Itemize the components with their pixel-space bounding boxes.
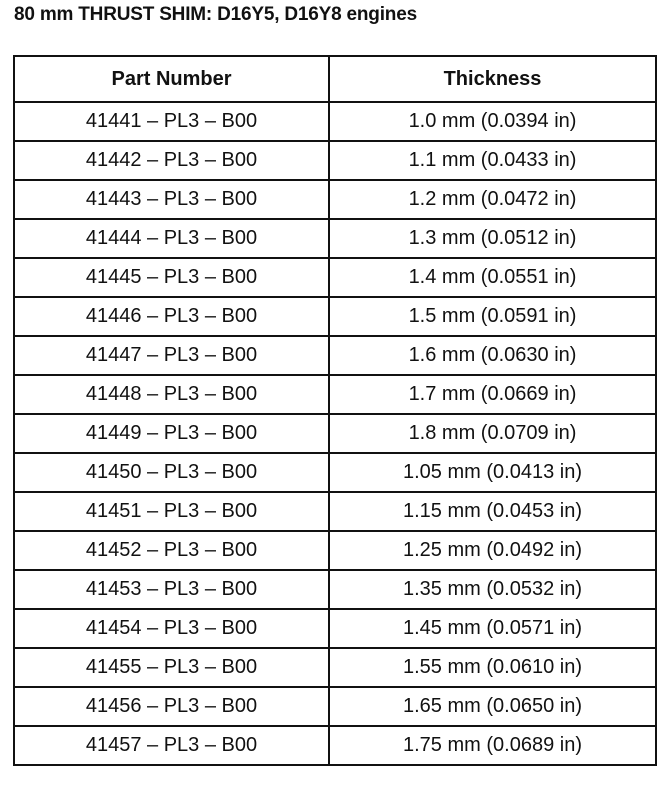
table-row [14, 492, 656, 531]
part-number-cell: 41448 – PL3 – B00 [14, 375, 329, 414]
thickness-cell: 1.1 mm (0.0433 in) [329, 141, 656, 180]
thickness-cell: 1.8 mm (0.0709 in) [329, 414, 656, 453]
table-row [14, 297, 656, 336]
thickness-cell: 1.3 mm (0.0512 in) [329, 219, 656, 258]
part-number-cell: 41444 – PL3 – B00 [14, 219, 329, 258]
table-row [14, 141, 656, 180]
part-number-cell: 41457 – PL3 – B00 [14, 726, 329, 765]
thickness-cell: 1.2 mm (0.0472 in) [329, 180, 656, 219]
table-row [14, 570, 656, 609]
part-number-cell: 41456 – PL3 – B00 [14, 687, 329, 726]
thickness-cell: 1.6 mm (0.0630 in) [329, 336, 656, 375]
part-number-cell: 41452 – PL3 – B00 [14, 531, 329, 570]
page-title: 80 mm THRUST SHIM: D16Y5, D16Y8 engines [14, 4, 417, 25]
thickness-cell: 1.0 mm (0.0394 in) [329, 102, 656, 141]
table-row [14, 687, 656, 726]
part-number-cell: 41455 – PL3 – B00 [14, 648, 329, 687]
part-number-cell: 41454 – PL3 – B00 [14, 609, 329, 648]
thickness-cell: 1.05 mm (0.0413 in) [329, 453, 656, 492]
table-header-row [14, 56, 656, 102]
table-row [14, 414, 656, 453]
part-number-cell: 41453 – PL3 – B00 [14, 570, 329, 609]
table-row [14, 258, 656, 297]
table-row [14, 219, 656, 258]
thrust-shim-table [13, 55, 657, 766]
thickness-cell: 1.7 mm (0.0669 in) [329, 375, 656, 414]
thickness-cell: 1.25 mm (0.0492 in) [329, 531, 656, 570]
table-row [14, 336, 656, 375]
thickness-cell: 1.5 mm (0.0591 in) [329, 297, 656, 336]
part-number-cell: 41442 – PL3 – B00 [14, 141, 329, 180]
thickness-cell: 1.15 mm (0.0453 in) [329, 492, 656, 531]
part-number-cell: 41446 – PL3 – B00 [14, 297, 329, 336]
thickness-cell: 1.35 mm (0.0532 in) [329, 570, 656, 609]
column-header-part-number: Part Number [14, 56, 329, 102]
column-header-thickness: Thickness [329, 56, 656, 102]
part-number-cell: 41450 – PL3 – B00 [14, 453, 329, 492]
table-row [14, 648, 656, 687]
part-number-cell: 41449 – PL3 – B00 [14, 414, 329, 453]
table-row [14, 102, 656, 141]
thickness-cell: 1.4 mm (0.0551 in) [329, 258, 656, 297]
part-number-cell: 41451 – PL3 – B00 [14, 492, 329, 531]
part-number-cell: 41441 – PL3 – B00 [14, 102, 329, 141]
table-row [14, 180, 656, 219]
table-row [14, 453, 656, 492]
part-number-cell: 41443 – PL3 – B00 [14, 180, 329, 219]
table-row [14, 609, 656, 648]
table-row [14, 531, 656, 570]
part-number-cell: 41445 – PL3 – B00 [14, 258, 329, 297]
thickness-cell: 1.45 mm (0.0571 in) [329, 609, 656, 648]
part-number-cell: 41447 – PL3 – B00 [14, 336, 329, 375]
thickness-cell: 1.65 mm (0.0650 in) [329, 687, 656, 726]
table-row [14, 726, 656, 765]
thickness-cell: 1.55 mm (0.0610 in) [329, 648, 656, 687]
thickness-cell: 1.75 mm (0.0689 in) [329, 726, 656, 765]
table-row [14, 375, 656, 414]
